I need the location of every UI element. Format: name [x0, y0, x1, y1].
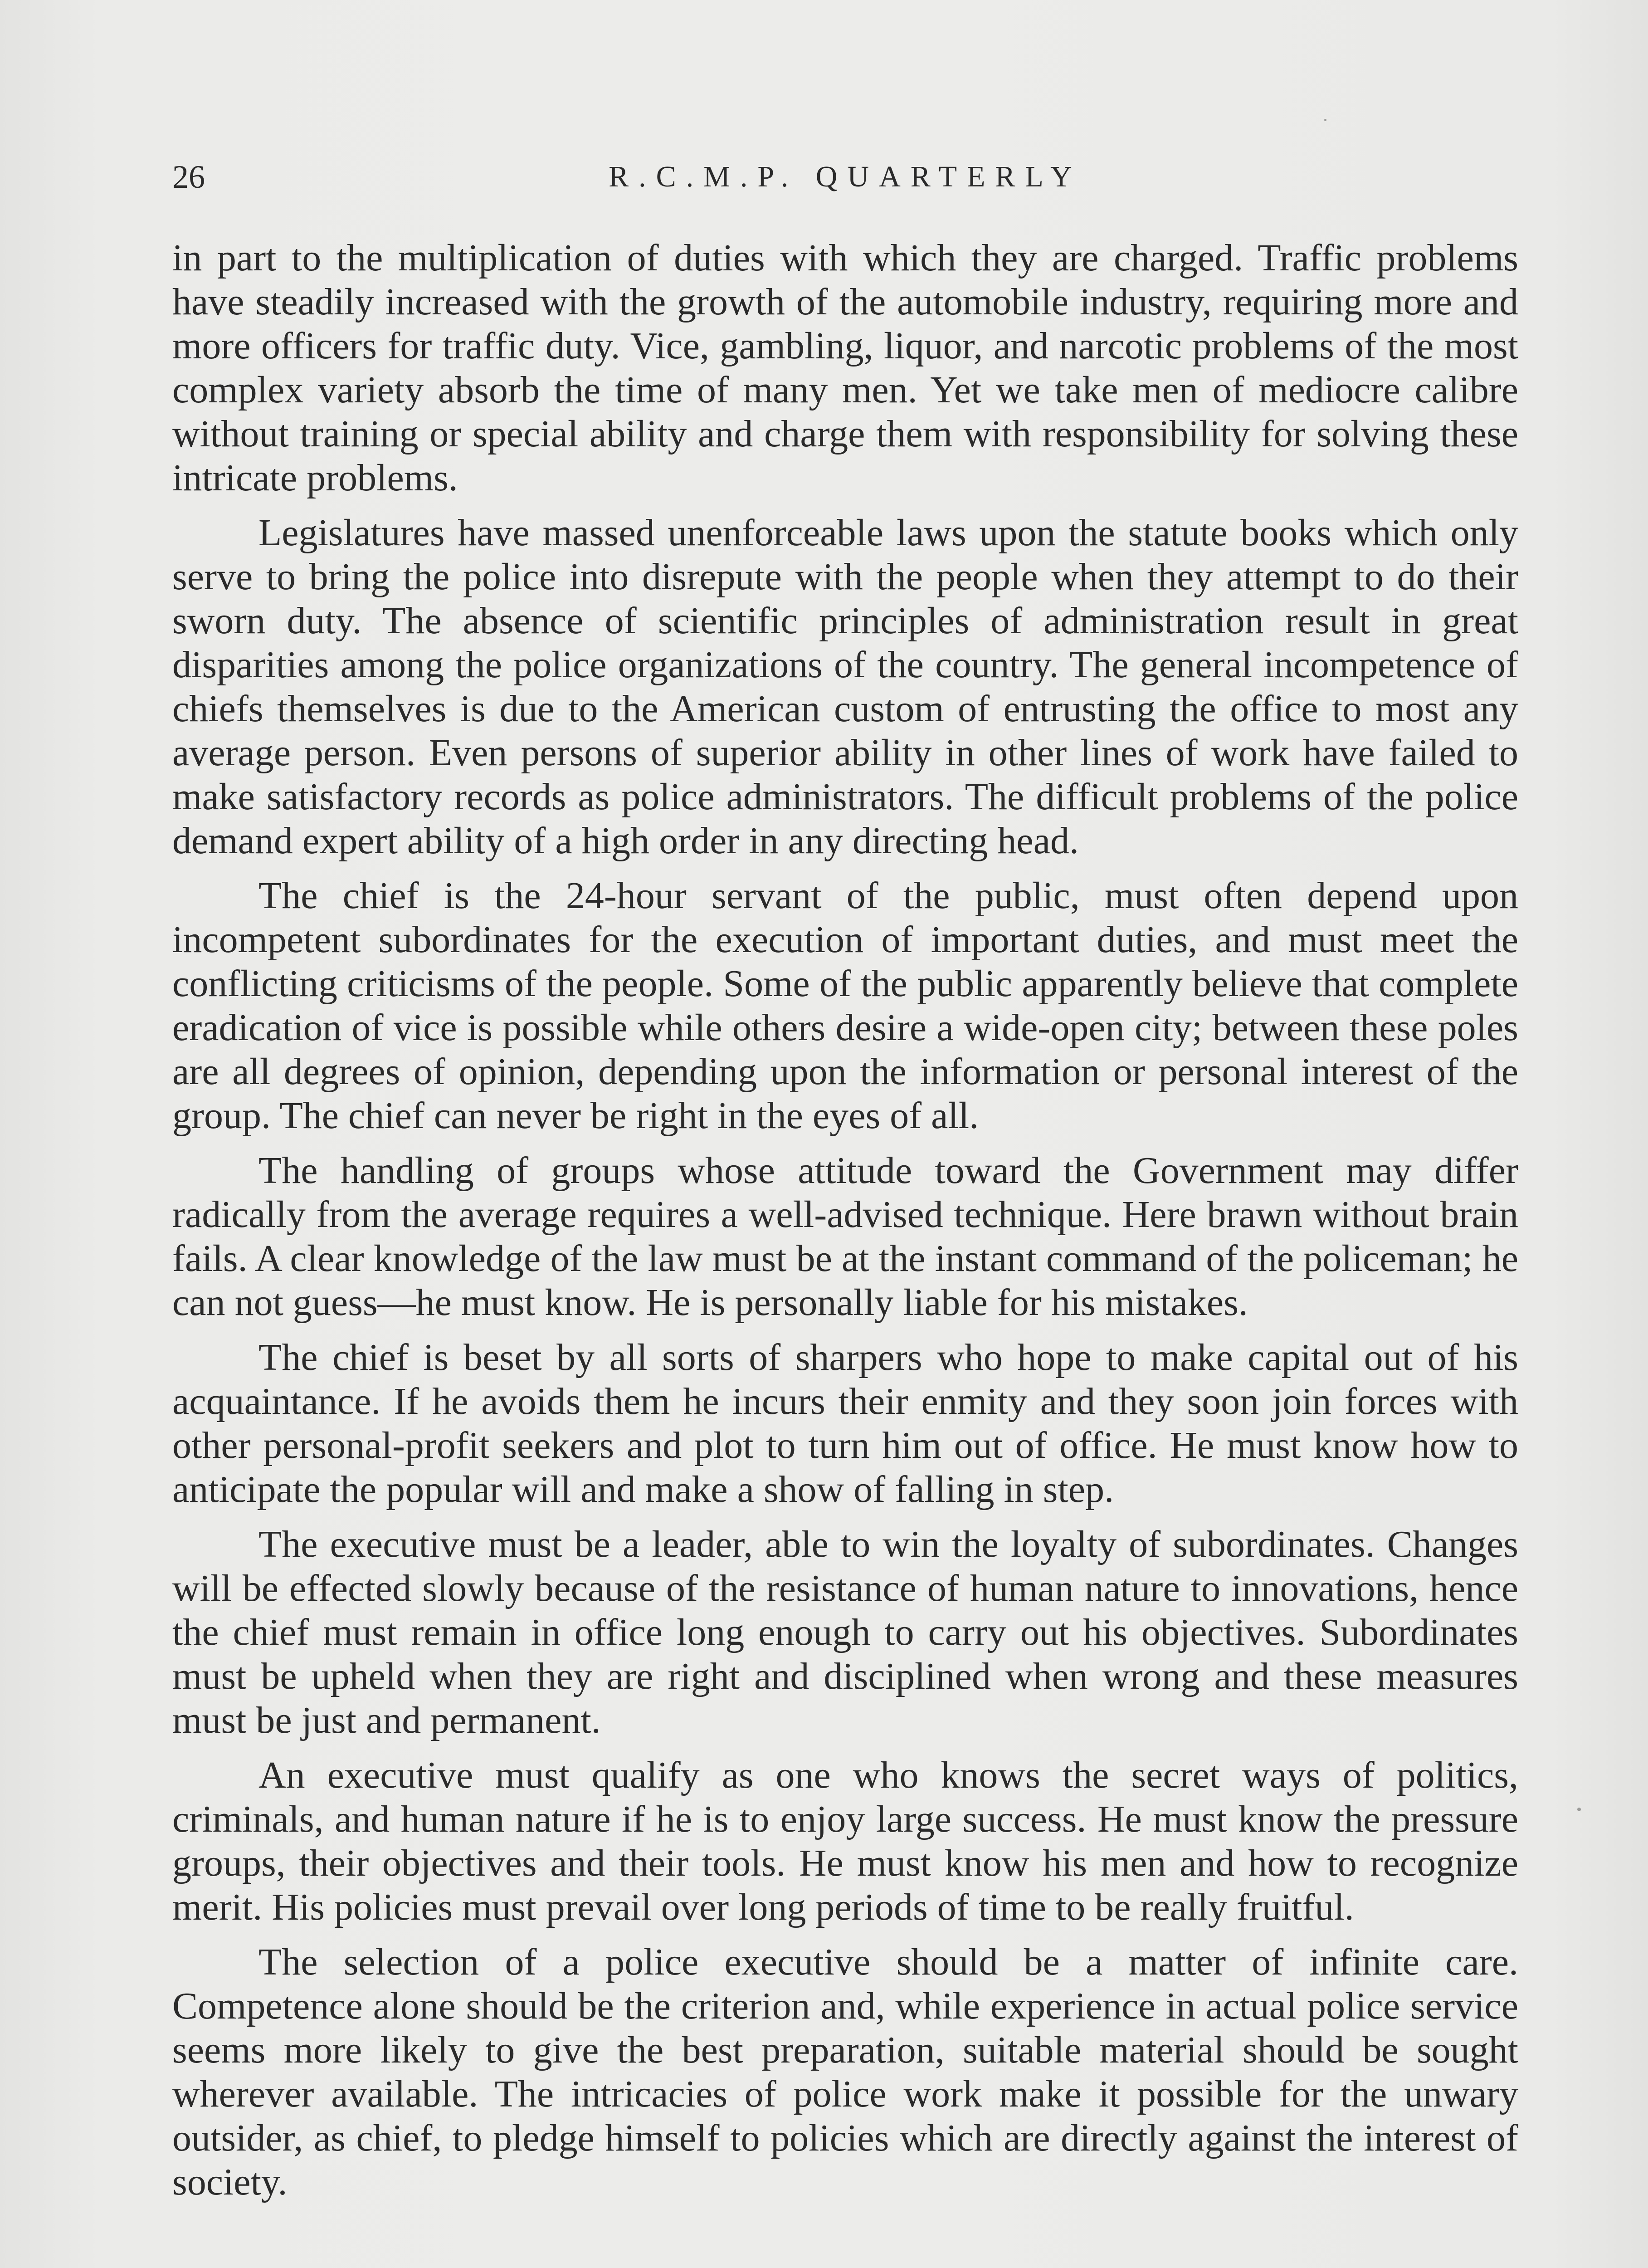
running-title: R.C.M.P. QUARTERLY	[609, 160, 1082, 193]
paragraph: The handling of groups whose attitude toward the Government may differ radically from the average requires a well-advised technique. Here brawn without brain fails. A clear knowledge of the law must be at the instant command of the policeman; he can not guess—he must know. He is personally liable for his mistakes.	[172, 1149, 1518, 1324]
paragraph: An executive must qualify as one who knows the secret ways of politics, criminals, and human nature if he is to enjoy large success. He must know the pressure groups, their objectives and their tools. He must know his men and how to recognize merit. His policies must prevail over long periods of time to be really fruitful.	[172, 1754, 1518, 1928]
paragraph: The chief is beset by all sorts of sharpers who hope to make capital out of his acquaintance. If he avoids them he incurs their enmity and they soon join forces with other personal-profit seekers and plot to turn him out of office. He must know how to anticipate the popular will and make a show of falling in step.	[172, 1336, 1518, 1510]
paragraph: in part to the multiplication of duties with which they are charged. Traffic problems have steadily increased with the growth of the automobile industry, requiring more and more officers for traffic duty. Vice, gambling, liquor, and narcotic problems of the most complex variety absorb the time of many men. Yet we take men of mediocre calibre without training or special ability and charge them with responsibility for solving these intricate problems.	[172, 237, 1518, 499]
paper-speck	[1324, 119, 1326, 121]
paragraph: The executive must be a leader, able to win the loyalty of subordinates. Changes will be effected slowly because of the resistance of human nature to innovations, hence the chief must remain in office long enough to carry out his objectives. Subordinates must be upheld when they are right and disciplined when wrong and these measures must be just and permanent.	[172, 1523, 1518, 1741]
paragraph: Legislatures have massed unenforceable laws upon the statute books which only serve to bring the police into disrepute with the people when they attempt to do their sworn duty. The absence of scientific principles of administration result in great disparities among the police organizations of the country. The general incompetence of chiefs themselves is due to the American custom of entrusting the office to most any average person. Even persons of superior ability in other lines of work have failed to make satisfactory records as police administrators. The difficult problems of the police demand expert ability of a high order in any directing head.	[172, 512, 1518, 862]
paragraph: The chief is the 24-hour servant of the public, must often depend upon incompetent subordinates for the execution of important duties, and must meet the conflicting criticisms of the people. Some of the public apparently believe that complete eradication of vice is possible while others desire a wide-open city; between these poles are all degrees of opinion, depending upon the information or personal interest of the group. The chief can never be right in the eyes of all.	[172, 875, 1518, 1137]
paper-speck	[1577, 1808, 1581, 1811]
paragraph: The selection of a police executive should be a matter of infinite care. Competence alone should be the criterion and, while experience in actual police service seems more likely to give the best preparation, suitable material should be sought wherever available. The intricacies of police work make it possible for the unwary outsider, as chief, to pledge himself to policies which are directly against the interest of society.	[172, 1941, 1518, 2203]
page-header	[172, 152, 1518, 202]
article-body	[172, 236, 1518, 2215]
page-number: 26	[172, 159, 205, 195]
